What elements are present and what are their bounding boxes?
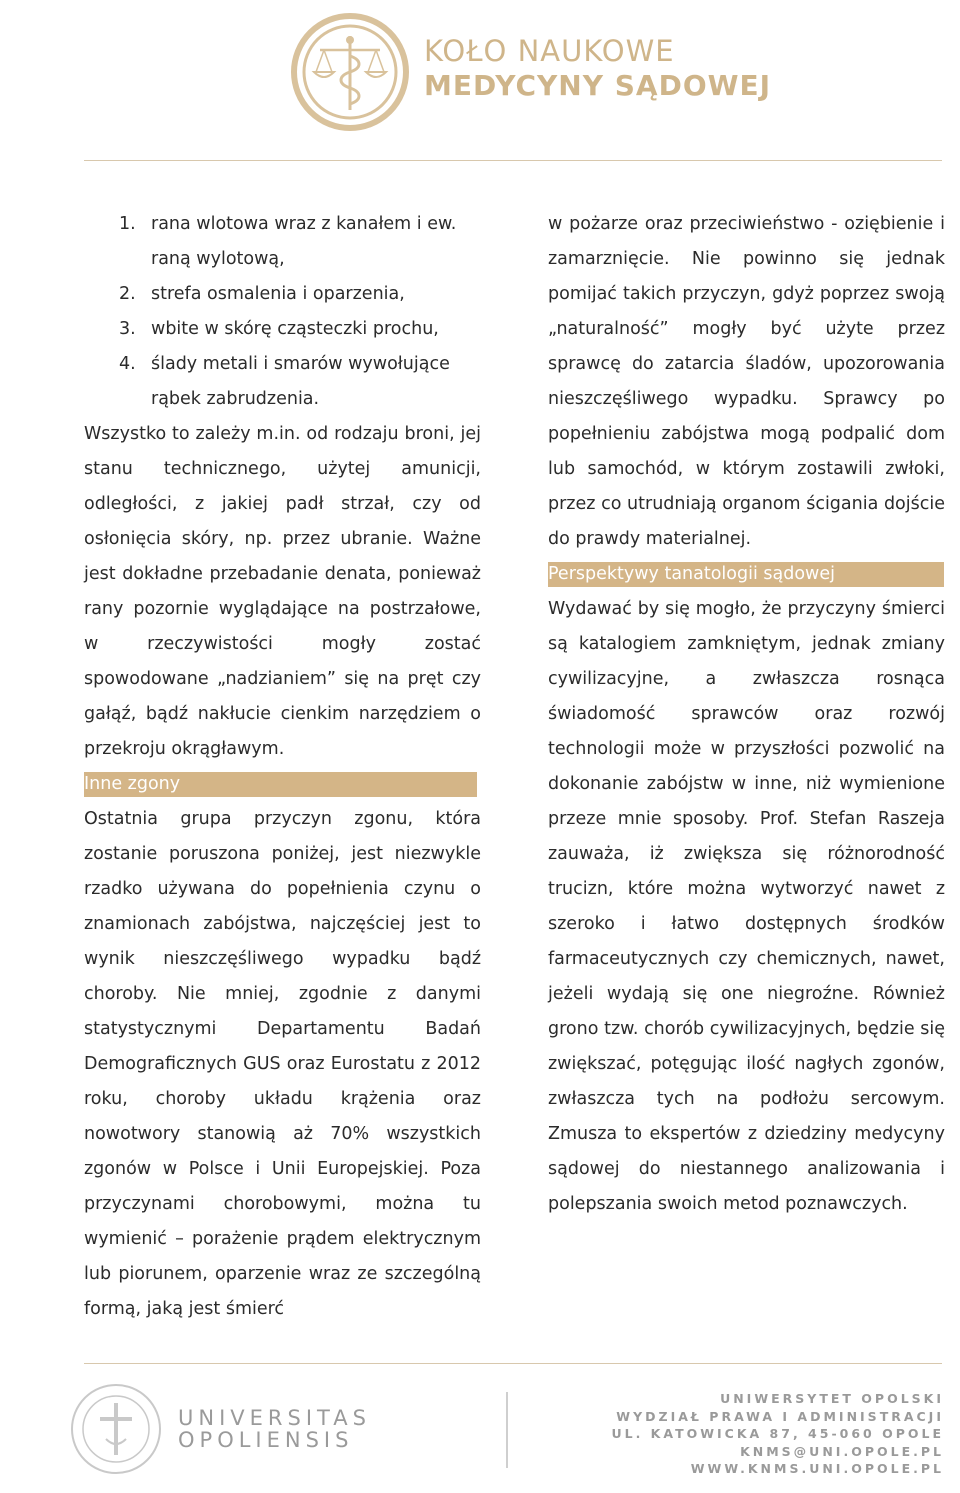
list-item — [84, 312, 481, 347]
logo-emblem-icon — [290, 12, 410, 132]
university-wordmark — [178, 1407, 371, 1451]
list-number: 2. — [119, 284, 136, 304]
logo-text — [424, 34, 771, 104]
list-item-text: rana wlotowa wraz z kanałem i ew. raną wylotową, — [151, 214, 457, 269]
paragraph: Wszystko to zależy m.in. od rodzaju broni, jej stanu technicznego, użytej amunicji, odległości, z jakiej padł strzał, czy od osłonięcia skóry, np. przez ubranie. Ważne jest dokładne przebadanie denata, ponieważ rany pozornie wyglądające na postrzałowe, w rzeczywistości mogły zostać spowodowane „nadzianiem” się na pręt czy gałąź, bądź nakłucie cienkim narzędziem o przekroju okrągławym. — [84, 424, 481, 759]
logo-title-line2: MEDYCYNY SĄDOWEJ — [424, 69, 772, 102]
univ-line2: OPOLIENSIS — [178, 1428, 354, 1452]
list-item-text: wbite w skórę cząsteczki prochu, — [151, 319, 439, 339]
list-item — [84, 277, 481, 312]
footer-separator — [506, 1392, 508, 1468]
logo-title-line1: KOŁO NAUKOWE — [424, 34, 675, 68]
address-line: WWW.KNMS.UNI.OPOLE.PL — [690, 1461, 944, 1476]
address-line: UNIWERSYTET OPOLSKI — [720, 1391, 944, 1406]
list-item — [84, 347, 481, 417]
univ-line1: UNIVERSITAS — [178, 1406, 371, 1430]
paragraph: Ostatnia grupa przyczyn zgonu, która zostanie poruszona poniżej, jest niezwykle rzadko używana do popełnienia czynu o znamionach zabójstwa, najczęściej jest to wynik nieszczęśliwego wypadku bądź choroby. Nie mniej, zgodnie z danymi statystycznymi Departamentu Badań Demograficznych GUS oraz Eurostatu z 2012 roku, choroby układu krążenia oraz nowotwory stanowią aż 70% wszystkich zgonów w Polsce i Unii Europejskiej. Poza przyczynami chorobowymi, można tu wymienić – porażenie prądem elektrycznym lub piorunem, oparzenie wraz ze szczególną formą, jaką jest śmierć — [84, 809, 481, 1319]
left-column — [84, 207, 481, 1327]
list-item — [84, 207, 481, 277]
list-number: 1. — [119, 214, 136, 234]
address-line: KNMS@UNI.OPOLE.PL — [740, 1443, 944, 1459]
list-number: 4. — [119, 354, 136, 374]
section-heading: Perspektywy tanatologii sądowej — [548, 562, 944, 587]
list-item-text: strefa osmalenia i oparzenia, — [151, 284, 405, 304]
section-heading: Inne zgony — [84, 772, 477, 797]
header-divider — [84, 160, 942, 161]
paragraph: w pożarze oraz przeciwieństwo - oziębienie i zamarznięcie. Nie powinno się jednak pomijać takich przyczyn, gdyż poprzez swoją „naturalność” mogły być użyte przez sprawcę do zatarcia śladów, upozorowania nieszczęśliwego wypadku. Sprawcy po popełnieniu zabójstwa mogą podpalić dom lub samochód, w którym zostawili zwłoki, przez co utrudniają organom ścigania dojście do prawdy materialnej. — [548, 214, 945, 549]
footer-address — [611, 1390, 944, 1478]
list-item-text: ślady metali i smarów wywołujące rąbek zabrudzenia. — [151, 354, 450, 409]
footer-divider — [84, 1363, 942, 1364]
wound-features-list — [84, 207, 481, 417]
university-seal-icon — [70, 1383, 162, 1475]
list-number: 3. — [119, 319, 136, 339]
address-line: WYDZIAŁ PRAWA I ADMINISTRACJI — [616, 1408, 944, 1424]
address-line: UL. KATOWICKA 87, 45-060 OPOLE — [611, 1426, 944, 1441]
right-column — [548, 207, 945, 1222]
paragraph: Wydawać by się mogło, że przyczyny śmierci są katalogiem zamkniętym, jednak zmiany cywilizacyjne, a zwłaszcza rosnąca świadomość sprawców oraz rozwój technologii może w przyszłości pozwolić na dokonanie zabójstw w inne, niż wymienione przeze mnie sposoby. Prof. Stefan Raszeja zauważa, iż zwiększa się różnorodność trucizn, które można wytworzyć nawet z szeroko i łatwo dostępnych środków farmaceutycznych czy chemicznych, nawet, jeżeli wydają się one niegroźne. Również grono tzw. chorób cywilizacyjnych, będzie się zwiększać, potęgując ilość nagłych zgonów, zwłaszcza tych na podłożu sercowym. Zmusza to ekspertów z dziedziny medycyny sądowej do niestannego analizowania i polepszania swoich metod poznawczych. — [548, 599, 945, 1214]
